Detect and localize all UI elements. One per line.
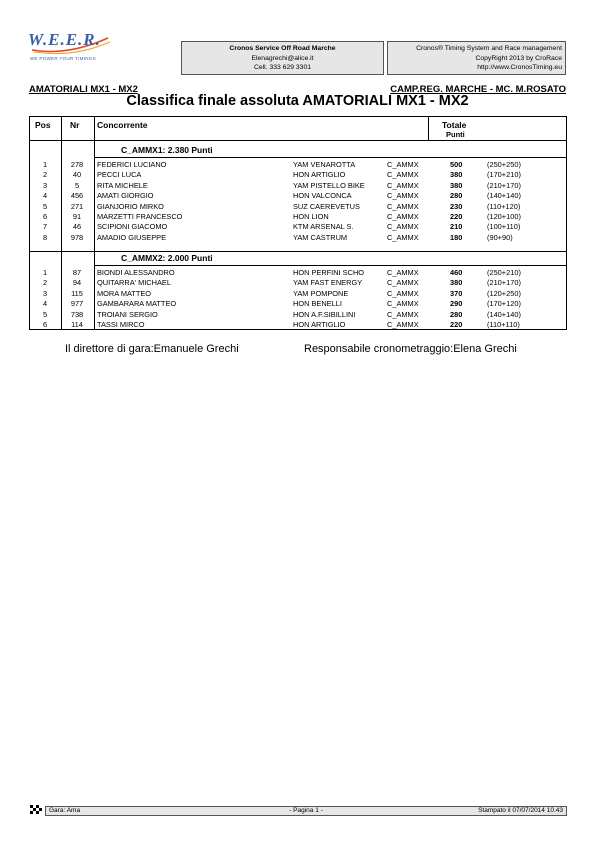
- cell-points: 380: [450, 278, 463, 288]
- cell-points-detail: (120+250): [487, 288, 521, 298]
- cell-pos: 4: [42, 299, 48, 309]
- cell-category: C_AMMX: [387, 299, 419, 309]
- footer-page-number: - Pagina 1 -: [289, 807, 323, 814]
- table-row: [30, 181, 568, 191]
- cell-points: 280: [450, 191, 463, 201]
- logo-text: W.E.E.R.: [28, 30, 101, 49]
- cell-points: 380: [450, 180, 463, 190]
- cell-name: QUITARRA' MICHAEL: [97, 278, 171, 288]
- cell-points: 280: [450, 309, 463, 319]
- cell-team: YAM FAST ENERGY: [293, 278, 363, 288]
- cell-points-detail: (250+210): [487, 268, 521, 277]
- table-row: [30, 299, 568, 309]
- cell-category: C_AMMX: [387, 278, 419, 288]
- cell-name: TASSI MIRCO: [97, 320, 145, 329]
- table-row: [30, 202, 568, 212]
- page-title: Classifica finale assoluta AMATORIALI MX1 - MX2: [126, 93, 469, 109]
- group-divider: [30, 251, 566, 252]
- cell-nr: 94: [72, 278, 82, 288]
- cell-category: C_AMMX: [387, 170, 419, 180]
- cell-points-detail: (210+170): [487, 180, 521, 190]
- cell-name: GIANJORIO MIRKO: [97, 201, 164, 211]
- cell-pos: 7: [42, 222, 48, 232]
- cell-nr: 114: [71, 320, 83, 329]
- cell-points: 220: [450, 320, 463, 329]
- cell-team: HON LION: [293, 212, 329, 221]
- footer-bar: [45, 806, 567, 816]
- table-row: [30, 222, 568, 232]
- cell-points: 180: [450, 232, 463, 242]
- cell-pos: 1: [42, 160, 48, 169]
- column-divider: [428, 117, 429, 141]
- race-director-signature: Il direttore di gara:Emanuele Grechi: [65, 343, 239, 355]
- page-footer: [29, 804, 567, 816]
- table-row: [30, 233, 568, 243]
- cell-pos: 3: [42, 288, 48, 298]
- cell-category: C_AMMX: [387, 268, 419, 277]
- table-row: [30, 268, 568, 278]
- cell-name: GAMBARARA MATTEO: [97, 299, 177, 309]
- cell-team: YAM PISTELLO BIKE: [293, 180, 365, 190]
- cell-points-detail: (90+90): [487, 232, 513, 242]
- cell-points-detail: (110+120): [487, 201, 521, 211]
- cell-name: TROIANI SERGIO: [97, 309, 158, 319]
- organizer-email: Elenagrechi@alice.it: [251, 54, 314, 62]
- header-pos: Pos: [35, 120, 51, 130]
- cell-category: C_AMMX: [387, 232, 419, 242]
- group-label: C_AMMX1: 2.380 Punti: [121, 145, 213, 155]
- cell-team: SUZ CAEREVETUS: [293, 201, 360, 211]
- cell-points: 380: [450, 170, 463, 180]
- cell-name: MORA MATTEO: [97, 288, 152, 298]
- cell-pos: 6: [42, 212, 48, 221]
- logo-slogan: WE POWER YOUR TIMINGS: [30, 56, 96, 61]
- cell-nr: 456: [70, 191, 84, 201]
- race-category: AMATORIALI MX1 - MX2: [29, 84, 138, 95]
- timing-system-name: Cronos® Timing System and Race management: [416, 45, 562, 52]
- cell-points-detail: (210+170): [487, 278, 521, 288]
- cell-category: C_AMMX: [387, 160, 419, 169]
- cell-team: HON ARTIGLIO: [293, 170, 346, 180]
- cell-team: HON A.F.SIBILLINI: [293, 309, 356, 319]
- cell-points: 210: [450, 222, 463, 232]
- cell-nr: 87: [72, 268, 82, 277]
- table-row: [30, 160, 568, 170]
- table-row: [30, 278, 568, 288]
- cell-team: YAM VENAROTTA: [293, 160, 356, 169]
- organizer-phone: Cell. 333 629 3301: [253, 64, 312, 71]
- cell-nr: 271: [70, 201, 84, 211]
- cell-points-detail: (140+140): [487, 309, 521, 319]
- cell-nr: 40: [72, 170, 82, 180]
- cell-name: RITA MICHELE: [97, 180, 148, 190]
- cell-category: C_AMMX: [387, 191, 419, 201]
- cell-points-detail: (120+100): [487, 212, 521, 221]
- cell-pos: 6: [42, 320, 48, 329]
- cell-team: YAM POMPONE: [293, 288, 349, 298]
- table-row: [30, 212, 568, 222]
- cell-pos: 1: [42, 268, 48, 277]
- cell-name: BIONDI ALESSANDRO: [97, 268, 175, 277]
- organizer-name: Cronos Service Off Road Marche: [229, 45, 336, 52]
- footer-race: Gara: Ama: [49, 807, 81, 814]
- cell-points-detail: (140+140): [487, 191, 521, 201]
- cell-nr: 91: [72, 212, 82, 221]
- table-row: [30, 191, 568, 201]
- table-row: [30, 310, 568, 320]
- cell-points: 500: [450, 160, 463, 169]
- cell-nr: 278: [70, 160, 84, 169]
- group-label-underline: [94, 265, 566, 266]
- cell-points-detail: (110+110): [487, 320, 520, 329]
- cell-name: SCIPIONI GIACOMO: [97, 222, 168, 232]
- table-row: [30, 170, 568, 180]
- header-divider: [30, 140, 566, 141]
- cell-nr: 738: [70, 309, 84, 319]
- cell-pos: 4: [42, 191, 48, 201]
- group-label: C_AMMX2: 2.000 Punti: [121, 253, 213, 263]
- timing-manager-signature: Responsabile cronometraggio:Elena Grechi: [304, 343, 517, 355]
- cell-pos: 5: [42, 309, 48, 319]
- cell-category: C_AMMX: [387, 212, 419, 221]
- cell-team: HON ARTIGLIO: [293, 320, 346, 329]
- cell-category: C_AMMX: [387, 222, 419, 232]
- cell-team: HON PERFINI SCHO: [293, 268, 365, 277]
- cell-nr: 5: [74, 180, 80, 190]
- cell-name: AMADIO GIUSEPPE: [97, 232, 166, 242]
- footer-print-date: Stampato il 07/07/2014 10.43: [478, 807, 563, 814]
- organizer-info-box: [181, 41, 384, 75]
- cell-points-detail: (170+210): [487, 170, 521, 180]
- group-label-underline: [94, 157, 566, 158]
- cell-team: HON VALCONCA: [293, 191, 352, 201]
- cell-team: YAM CASTRUM: [293, 232, 348, 242]
- cell-name: MARZETTI FRANCESCO: [97, 212, 183, 221]
- championship-name: CAMP.REG. MARCHE - MC. M.ROSATO: [390, 84, 566, 95]
- cell-name: AMATI GIORGIO: [97, 191, 154, 201]
- cell-pos: 5: [42, 201, 48, 211]
- results-table: [29, 116, 567, 330]
- cell-pos: 2: [42, 278, 48, 288]
- cell-name: FEDERICI LUCIANO: [97, 160, 167, 169]
- cell-points: 230: [450, 201, 463, 211]
- cell-points-detail: (250+250): [487, 160, 521, 169]
- header-nr: Nr: [70, 120, 80, 130]
- header-punti: Punti: [446, 130, 465, 139]
- cell-points-detail: (100+110): [487, 222, 521, 232]
- cell-pos: 2: [42, 170, 48, 180]
- header-totale: Totale: [442, 120, 467, 130]
- checkered-flag-icon: [29, 804, 45, 816]
- cell-team: HON BENELLI: [293, 299, 342, 309]
- cell-nr: 46: [72, 222, 82, 232]
- cell-team: KTM ARSENAL S.: [293, 222, 354, 232]
- cell-nr: 977: [70, 299, 84, 309]
- header-concorrente: Concorrente: [97, 120, 148, 130]
- table-row: [30, 320, 568, 330]
- cell-points: 220: [450, 212, 463, 221]
- cell-points-detail: (170+120): [487, 299, 521, 309]
- cell-category: C_AMMX: [387, 288, 419, 298]
- cell-category: C_AMMX: [387, 320, 419, 329]
- cell-pos: 8: [42, 232, 48, 242]
- cell-points: 370: [450, 288, 463, 298]
- cell-name: PECCI LUCA: [97, 170, 142, 180]
- weer-logo: [28, 30, 113, 66]
- cell-points: 460: [450, 268, 463, 277]
- cell-nr: 978: [70, 232, 84, 242]
- cell-category: C_AMMX: [387, 309, 419, 319]
- cell-category: C_AMMX: [387, 201, 419, 211]
- cell-nr: 115: [71, 288, 83, 298]
- cell-points: 290: [450, 299, 463, 309]
- table-row: [30, 289, 568, 299]
- cell-category: C_AMMX: [387, 180, 419, 190]
- timing-copyright: CopyRight 2013 by CroRace: [475, 54, 562, 62]
- cell-pos: 3: [42, 180, 48, 190]
- timing-website: http://www.CronosTiming.eu: [477, 64, 562, 71]
- timing-system-box: [387, 41, 566, 75]
